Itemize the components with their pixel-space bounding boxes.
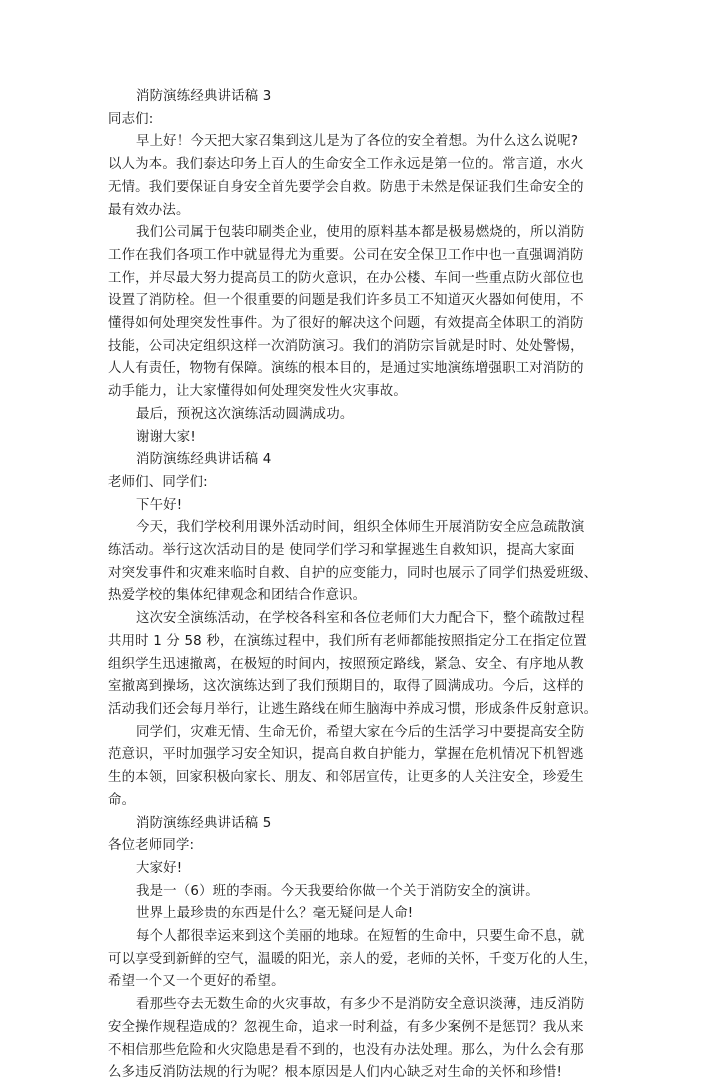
text-line: 工作，并尽最大努力提高员工的防火意识，在办公楼、车间一些重点防火部位也: [108, 270, 584, 286]
text-line: 大家好!: [136, 860, 183, 876]
text-line: 安全操作规程造成的？忽视生命，追求一时利益，有多少案例不是惩罚？我从来: [108, 1019, 584, 1035]
text-line: 希望一个又一个更好的希望。: [108, 974, 285, 990]
text-line: 命。: [108, 792, 136, 808]
text-line: 对突发事件和灾难来临时自救、自护的应变能力，同时也展示了同学们热爱班级、: [108, 565, 598, 581]
text-line: 动手能力，让大家懂得如何处理突发性火灾事故。: [108, 384, 407, 400]
text-line: 热爱学校的集体纪律观念和团结合作意识。: [108, 588, 367, 604]
text-line: 各位老师同学:: [108, 838, 195, 854]
text-line: 组织学生迅速撤离，在极短的时间内，按照预定路线，紧急、安全、有序地从教: [108, 656, 584, 672]
text-line: 技能，公司决定组织这样一次消防演习。我们的消防宗旨就是时时、处处警惕，: [108, 338, 584, 354]
text-line: 共用时 1 分 58 秒，在演练过程中，我们所有老师都能按照指定分工在指定位置: [108, 633, 587, 649]
text-line: 工作在我们各项工作中就显得尤为重要。公司在安全保卫工作中也一直强调消防: [108, 247, 584, 263]
text-line: 今天，我们学校利用课外活动时间，组织全体师生开展消防安全应急疏散演: [136, 520, 585, 536]
text-line: 室撤离到操场，这次演练达到了我们预期目的，取得了圆满成功。今后，这样的: [108, 679, 584, 695]
text-line: 生的本领，回家积极向家长、朋友、和邻居宣传，让更多的人关注安全，珍爱生: [108, 770, 584, 786]
text-line: 同学们，灾难无情、生命无价，希望大家在今后的生活学习中要提高安全防: [136, 724, 585, 740]
text-line: 消防演练经典讲话稿 5: [136, 815, 272, 831]
text-line: 最有效办法。: [108, 202, 190, 218]
text-line: 懂得如何处理突发性事件。为了很好的解决这个问题，有效提高全体职工的消防: [108, 316, 584, 332]
text-line: 以人为本。我们泰达印务上百人的生命安全工作永远是第一位的。常言道，水火: [108, 157, 584, 173]
text-line: 我是一（6）班的李雨。今天我要给你做一个关于消防安全的演讲。: [136, 883, 539, 899]
text-line: 我们公司属于包装印刷类企业，使用的原料基本都是极易燃烧的，所以消防: [136, 225, 585, 241]
text-line: 消防演练经典讲话稿 4: [136, 452, 272, 468]
text-line: 可以享受到新鲜的空气，温暖的阳光，亲人的爱，老师的关怀，千变万化的人生，: [108, 951, 598, 967]
text-line: 活动我们还会每月举行，让逃生路线在师生脑海中养成习惯，形成条件反射意识。: [108, 701, 598, 717]
text-line: 世界上最珍贵的东西是什么？毫无疑问是人命!: [136, 906, 414, 922]
text-line: 同志们:: [108, 111, 154, 127]
text-line: 练活动。举行这次活动目的是 使同学们学习和掌握逃生自救知识，提高大家面: [108, 543, 575, 559]
text-line: 下午好!: [136, 497, 183, 513]
text-line: 这次安全演练活动，在学校各科室和各位老师们大力配合下，整个疏散过程: [136, 611, 585, 627]
text-line: 不相信那些危险和火灾隐患是看不到的，也没有办法处理。那么，为什么会有那: [108, 1042, 584, 1058]
text-line: 设置了消防栓。但一个很重要的问题是我们许多员工不知道灭火器如何使用，不: [108, 293, 584, 309]
text-line: 老师们、同学们:: [108, 474, 208, 490]
text-line: 无情。我们要保证自身安全首先要学会自救。防患于未然是保证我们生命安全的: [108, 179, 584, 195]
document-page: [108, 86, 616, 1085]
text-line: 看那些夺去无数生命的火灾事故，有多少不是消防安全意识淡薄，违反消防: [136, 997, 585, 1013]
text-line: 人人有责任，物物有保障。演练的根本目的，是通过实地演练增强职工对消防的: [108, 361, 584, 377]
text-line: 早上好！今天把大家召集到这儿是为了各位的安全着想。为什么这么说呢?: [136, 134, 579, 150]
text-line: 每个人都很幸运来到这个美丽的地球。在短暂的生命中，只要生命不息，就: [136, 929, 585, 945]
text-line: 最后，预祝这次演练活动圆满成功。: [136, 406, 354, 422]
text-line: 谢谢大家!: [136, 429, 196, 445]
text-line: 范意识，平时加强学习安全知识，提高自救自护能力，掌握在危机情况下机智逃: [108, 747, 584, 763]
text-line: 消防演练经典讲话稿 3: [136, 89, 272, 104]
text-line: 么多违反消防法规的行为呢？根本原因是人们内心缺乏对生命的关怀和珍惜!: [108, 1065, 563, 1081]
